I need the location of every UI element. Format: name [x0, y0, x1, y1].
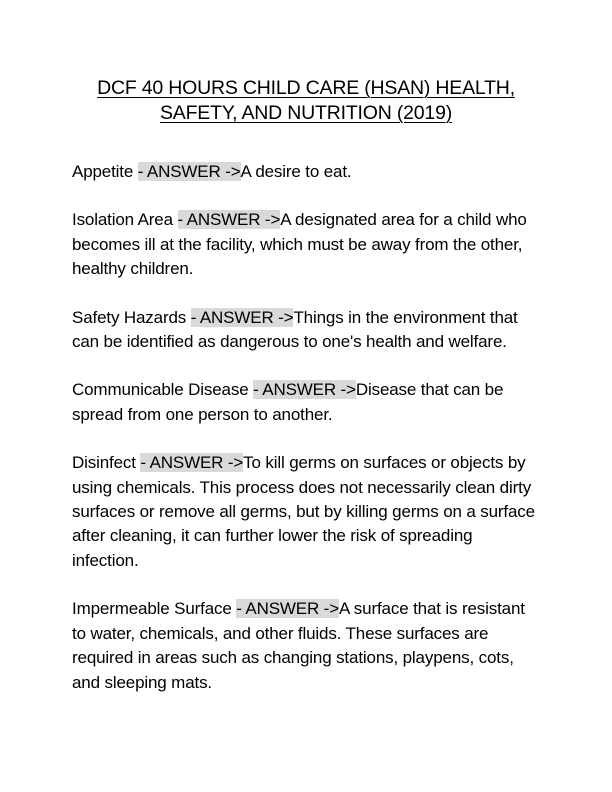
term: Appetite	[72, 162, 138, 181]
answer-tag: - ANSWER ->	[190, 307, 294, 327]
answer-tag: - ANSWER ->	[140, 453, 244, 473]
term: Safety Hazards	[72, 307, 191, 327]
answer-tag: - ANSWER ->	[253, 380, 356, 400]
qa-entry-communicable-disease	[72, 378, 540, 427]
answer-tag: - ANSWER ->	[177, 210, 281, 230]
qa-entry-appetite	[72, 160, 540, 184]
term: Isolation Area	[72, 210, 178, 230]
answer-tag: - ANSWER ->	[236, 599, 339, 619]
definition: A desire to eat.	[240, 162, 352, 181]
term: Disinfect	[72, 453, 141, 473]
term: Impermeable Surface	[72, 599, 237, 619]
definition: To kill germs on surfaces or objects by using chemicals. This process does not necessarily clean dirty surfaces or remove all germs, but by killing germs on a surface after cleaning, it can further lower the risk of spreading infection.	[72, 453, 535, 570]
qa-entry-impermeable-surface	[72, 597, 540, 695]
definition: A designated area for a child who becomes ill at the facility, which must be away from the other, healthy children.	[72, 210, 527, 279]
definition: Disease that can be spread from one person to another.	[72, 380, 504, 424]
document-title: DCF 40 HOURS CHILD CARE (HSAN) HEALTH, SAFETY, AND NUTRITION (2019)	[97, 77, 515, 124]
qa-list	[72, 160, 540, 695]
qa-entry-safety-hazards	[72, 306, 540, 355]
term: Communicable Disease	[72, 380, 254, 400]
qa-entry-disinfect	[72, 451, 540, 573]
definition: Things in the environment that can be identified as dangerous to one's health and welfare.	[72, 307, 518, 352]
qa-entry-isolation-area	[72, 208, 540, 281]
answer-tag: - ANSWER ->	[137, 162, 241, 181]
definition: A surface that is resistant to water, chemicals, and other fluids. These surfaces are required in areas such as changing stations, playpens, cots, and sleeping mats.	[72, 599, 525, 692]
